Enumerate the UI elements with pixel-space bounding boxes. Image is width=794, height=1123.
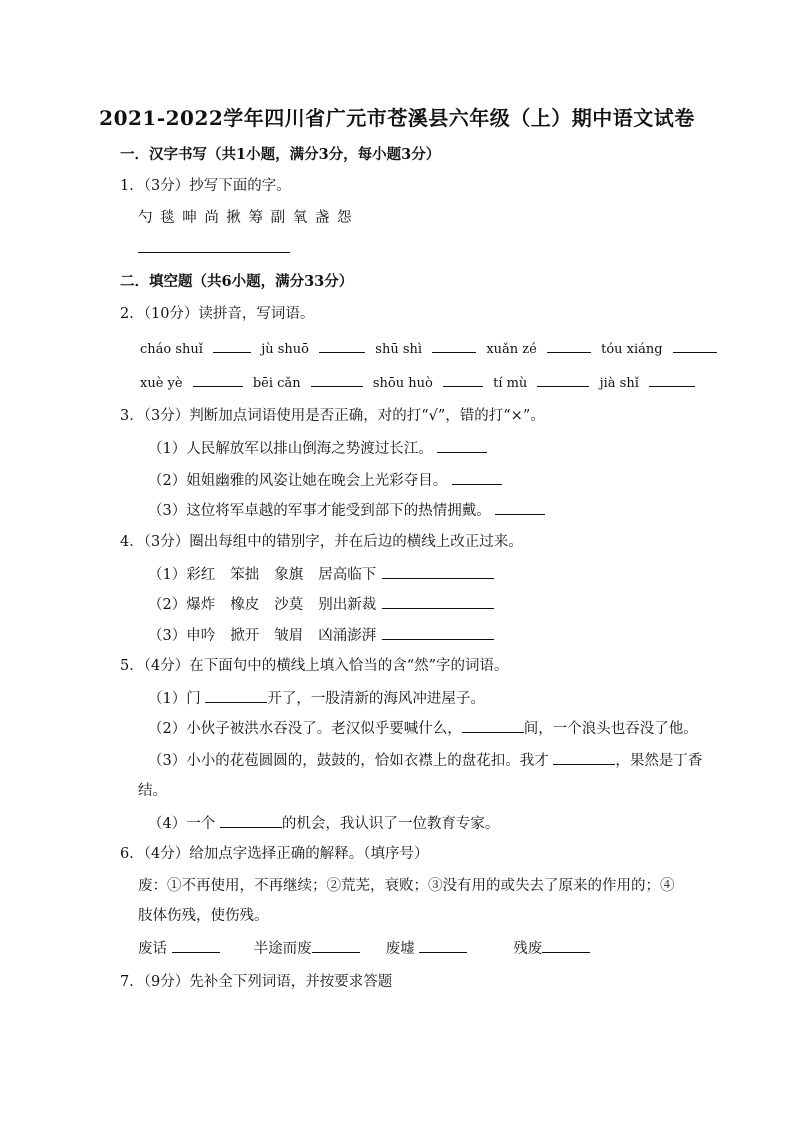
- section1-heading: 一．汉字书写（共1小题，满分3分，每小题3分）: [120, 146, 441, 163]
- pinyin-blank[interactable]: [443, 372, 483, 387]
- question-5-item: （3）小小的花苞圆圆的，鼓鼓的，恰如衣襟上的盘花扣。我才 ，果然是丁香: [148, 750, 702, 771]
- question-6-definition-cont: 肢体伤残，使伤残。: [138, 908, 269, 924]
- question-4-item: （1）彩红 笨拙 象旗 居高临下: [148, 564, 494, 585]
- question-4-item: （3）申吟 掀开 皱眉 凶涌澎湃: [148, 625, 494, 646]
- question-2-label: 2．（10分）读拼音，写词语。: [120, 306, 315, 322]
- pinyin-blank[interactable]: [311, 372, 363, 387]
- page-title: 2021-2022学年四川省广元市苍溪县六年级（上）期中语文试卷: [99, 106, 695, 130]
- pinyin-blank[interactable]: [193, 372, 243, 387]
- question-1-label: 1．（3分）抄写下面的字。: [120, 178, 291, 194]
- answer-blank[interactable]: [205, 688, 267, 703]
- pinyin-item: cháo shuǐ: [140, 342, 203, 357]
- pinyin-blank[interactable]: [649, 372, 695, 387]
- answer-blank[interactable]: [495, 500, 545, 515]
- pinyin-blank[interactable]: [432, 338, 476, 353]
- answer-blank[interactable]: [437, 438, 487, 453]
- pinyin-row-1: [140, 338, 717, 360]
- question-4-item: （2）爆炸 橡皮 沙莫 别出新裁: [148, 594, 494, 615]
- pinyin-blank[interactable]: [673, 338, 717, 353]
- answer-blank[interactable]: [452, 470, 502, 485]
- question-5-label: 5．（4分）在下面句中的横线上填入恰当的含“然”字的词语。: [120, 658, 509, 674]
- question-5-item: （4）一个 的机会，我认识了一位教育专家。: [148, 813, 499, 834]
- answer-blank[interactable]: [172, 938, 220, 953]
- answer-blank[interactable]: [542, 938, 590, 953]
- question-3-item: （3）这位将军卓越的军事才能受到部下的热情拥戴。: [148, 500, 545, 521]
- pinyin-item: tí mù: [493, 376, 528, 391]
- question-3-label: 3．（3分）判断加点词语使用是否正确，对的打“√”，错的打“×”。: [120, 408, 545, 424]
- pinyin-item: jù shuō: [261, 342, 309, 357]
- pinyin-blank[interactable]: [547, 338, 591, 353]
- pinyin-blank[interactable]: [537, 372, 589, 387]
- answer-blank[interactable]: [382, 625, 494, 640]
- question-5-item: （2）小伙子被洪水吞没了。老汉似乎要喊什么， 间，一个浪头也吞没了他。: [148, 718, 698, 739]
- question-3-item: （1）人民解放军以排山倒海之势渡过长江。: [148, 438, 487, 459]
- pinyin-blank[interactable]: [213, 338, 251, 353]
- question-6-words: 废话 半途而废 废墟 残废: [138, 938, 590, 959]
- pinyin-row-2: [140, 372, 695, 394]
- question-5-item-cont: 结。: [138, 783, 167, 799]
- answer-blank[interactable]: [382, 564, 494, 579]
- pinyin-item: jià shǐ: [599, 376, 639, 391]
- pinyin-blank[interactable]: [319, 338, 365, 353]
- question-1-answer-line[interactable]: [138, 238, 290, 259]
- answer-blank[interactable]: [382, 594, 494, 609]
- question-3-item: （2）姐姐幽雅的风姿让她在晚会上光彩夺目。: [148, 470, 502, 491]
- answer-blank[interactable]: [220, 813, 282, 828]
- pinyin-item: xuǎn zé: [486, 342, 537, 357]
- answer-blank[interactable]: [312, 938, 360, 953]
- question-1-chars: 勺 毯 呻 尚 揪 筹 副 氧 盏 怨: [138, 210, 352, 226]
- section2-heading: 二．填空题（共6小题，满分33分）: [120, 273, 354, 290]
- answer-blank[interactable]: [462, 718, 524, 733]
- question-7-label: 7．（9分）先补全下列词语，并按要求答题: [120, 974, 393, 990]
- pinyin-item: tóu xiáng: [601, 342, 663, 357]
- question-6-label: 6．（4分）给加点字选择正确的解释。（填序号）: [120, 846, 429, 862]
- question-4-label: 4．（3分）圈出每组中的错别字，并在后边的横线上改正过来。: [120, 534, 523, 550]
- pinyin-item: shū shì: [375, 342, 423, 357]
- pinyin-item: bēi cǎn: [252, 376, 301, 391]
- answer-blank[interactable]: [419, 938, 467, 953]
- answer-blank[interactable]: [553, 750, 615, 765]
- question-6-definition: 废：①不再使用，不再继续；②荒芜，衰败；③没有用的或失去了原来的作用的；④: [138, 878, 675, 894]
- pinyin-item: xuè yè: [140, 376, 183, 391]
- pinyin-item: shōu huò: [372, 376, 433, 391]
- question-5-item: （1）门 开了，一股清新的海风冲进屋子。: [148, 688, 485, 709]
